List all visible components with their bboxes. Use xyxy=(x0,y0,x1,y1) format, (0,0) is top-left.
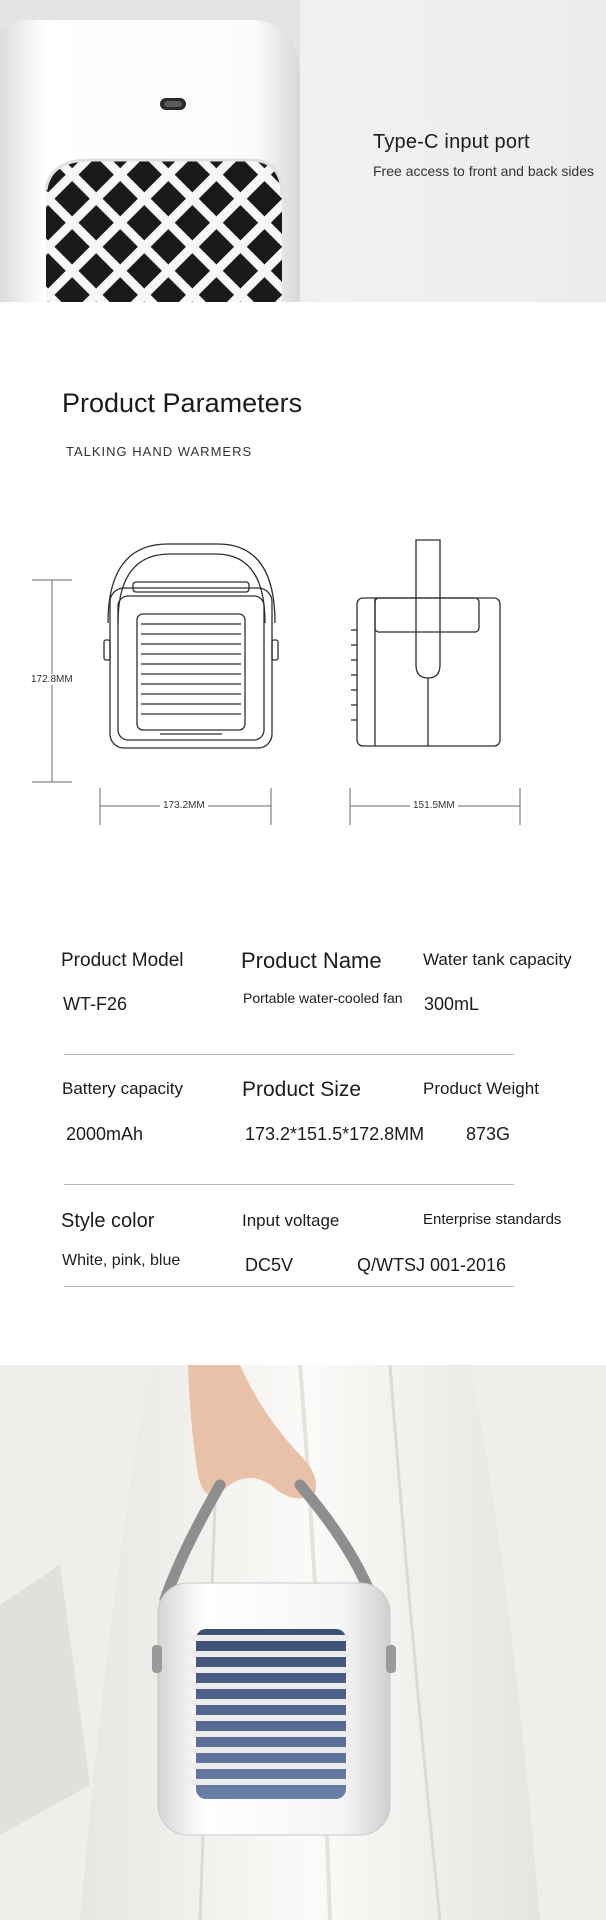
input-voltage-label: Input voltage xyxy=(242,1211,340,1230)
side-view-drawing xyxy=(351,540,500,746)
spec-divider xyxy=(64,1286,514,1287)
fan-carried-illustration xyxy=(0,1365,606,1920)
typec-subtitle: Free access to front and back sides xyxy=(373,163,594,179)
style-color-value: White, pink, blue xyxy=(62,1252,181,1269)
size-value: 173.2*151.5*172.8MM xyxy=(245,1124,425,1144)
enterprise-standards-value: Q/WTSJ 001-2016 xyxy=(357,1255,507,1275)
input-voltage-value: DC5V xyxy=(245,1255,294,1275)
product-model-value: WT-F26 xyxy=(63,994,128,1014)
spec-divider xyxy=(64,1054,514,1055)
dimension-drawings xyxy=(0,520,606,840)
weight-value: 873G xyxy=(466,1124,511,1144)
front-view-drawing xyxy=(104,544,278,748)
parameters-subtitle: TALKING HAND WARMERS xyxy=(66,444,253,459)
width-dimension-label: 173.2MM xyxy=(160,800,208,811)
typec-hero-section xyxy=(0,0,606,302)
spec-divider xyxy=(64,1184,514,1185)
lifestyle-photo xyxy=(0,1365,606,1920)
dimension-lines xyxy=(32,580,520,825)
size-label: Product Size xyxy=(242,1078,362,1101)
typec-title: Type-C input port xyxy=(373,131,530,153)
product-name-label: Product Name xyxy=(241,948,382,973)
water-tank-value: 300mL xyxy=(424,994,480,1014)
depth-dimension-label: 151.5MM xyxy=(410,800,458,811)
weight-label: Product Weight xyxy=(423,1079,539,1098)
product-model-label: Product Model xyxy=(61,950,184,971)
height-dimension-label: 172.8MM xyxy=(28,674,76,685)
water-tank-label: Water tank capacity xyxy=(423,950,572,969)
battery-label: Battery capacity xyxy=(62,1079,183,1098)
style-color-label: Style color xyxy=(61,1210,155,1232)
parameters-title: Product Parameters xyxy=(62,388,303,418)
product-name-value: Portable water-cooled fan xyxy=(243,990,403,1006)
battery-value: 2000mAh xyxy=(66,1124,144,1144)
enterprise-standards-label: Enterprise standards xyxy=(423,1211,562,1228)
